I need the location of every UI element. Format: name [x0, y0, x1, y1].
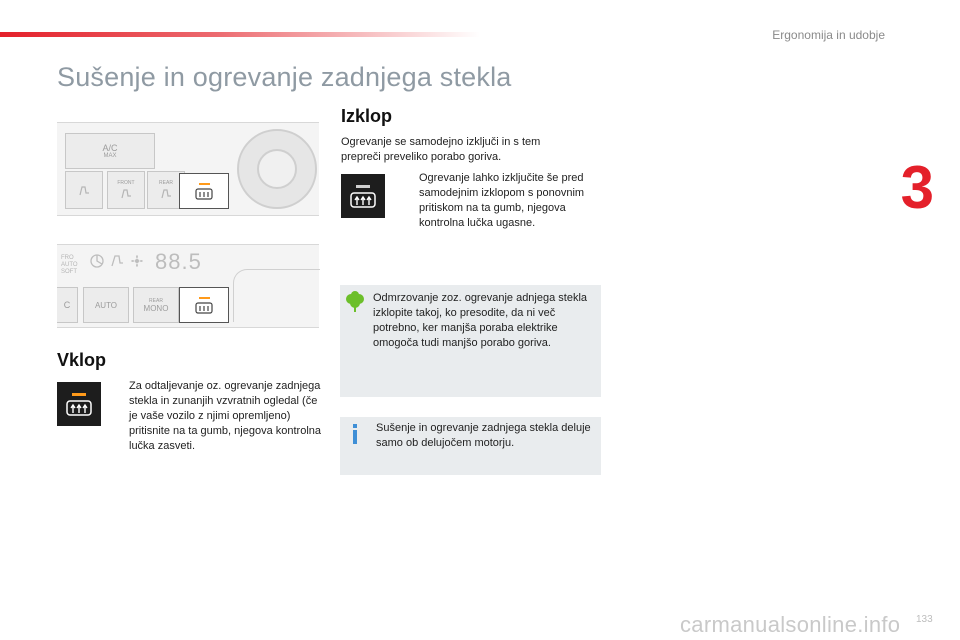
rear-defrost-icon	[195, 302, 213, 314]
rear-defrost-button-highlight-bottom	[179, 287, 229, 323]
eco-note-box	[340, 285, 601, 397]
fan-speed-icon	[129, 253, 145, 269]
c-button	[57, 287, 78, 323]
temperature-display: 88.5	[155, 249, 202, 274]
indicator-led-on	[72, 393, 86, 396]
page-title: Sušenje in ogrevanje zadnjega stekla	[57, 62, 512, 92]
rear-defrost-tile-on	[57, 382, 101, 426]
indicator-led	[199, 297, 210, 299]
page-number: 133	[916, 614, 933, 625]
info-note-box	[340, 417, 601, 475]
temperature-knob-center	[257, 149, 297, 189]
rear-label: REAR	[159, 180, 173, 186]
footer-watermark: carmanualsonline.info	[680, 612, 901, 637]
front-label: FRONT	[117, 180, 135, 186]
rear-defrost-button-highlight-top	[179, 173, 229, 209]
ac-label: A/C	[102, 143, 118, 153]
seat-button-left	[65, 171, 103, 209]
vklop-heading: Vklop	[57, 350, 107, 370]
indicator-led-off	[356, 185, 370, 188]
vklop-text: Za odtaljevanje oz. ogrevanje zadnjega stekla in zunanjih vzvratnih ogledal (če je vaše vozilo z njimi opremljeno) pritisnite na ta gumb, njegova kontrolna lučka zasveti.	[129, 380, 322, 452]
control-panel-illustration-top	[57, 122, 319, 216]
display-mode-label: FRO AUTO SOFT	[61, 255, 78, 275]
control-panel-illustration-bottom	[57, 244, 319, 328]
izklop-intro: Ogrevanje se samodejno izključi in s tem prepreči preveliko porabo goriva.	[341, 136, 541, 163]
header-accent-bar	[0, 32, 480, 37]
ac-button	[65, 133, 155, 169]
eco-leaf-icon	[345, 291, 365, 313]
fan-icon	[89, 253, 105, 269]
izklop-text: Ogrevanje lahko izključite še pred samodejnim izklopom s ponovnim pritiskom na ta gumb, njegova kontrolna lučka ugasne.	[419, 172, 585, 229]
front-heat-button	[107, 171, 145, 209]
indicator-led	[199, 183, 210, 185]
section-label: Ergonomija in udobje	[772, 28, 885, 42]
rear-defrost-icon	[66, 400, 92, 416]
mono-button	[133, 287, 179, 323]
rear-defrost-icon	[195, 188, 213, 200]
ac-sub-label: MAX	[103, 153, 117, 159]
airflow-icon	[109, 253, 125, 269]
c-label: C	[63, 300, 71, 310]
panel-contour	[233, 269, 320, 322]
mono-label: MONO	[143, 303, 169, 313]
auto-button	[83, 287, 129, 323]
rear-defrost-tile-off	[341, 174, 385, 218]
auto-label: AUTO	[94, 300, 118, 310]
mono-sub-label: REAR	[149, 297, 163, 304]
izklop-heading: Izklop	[341, 106, 393, 126]
rear-defrost-icon	[350, 192, 376, 208]
info-icon	[350, 424, 360, 444]
chapter-number: 3	[900, 154, 934, 221]
eco-note-text: Odmrzovanje zoz. ogrevanje adnjega stekla izklopite takoj, ko presodite, da ni več potrebno, ker manjša poraba elektrike omogoča tudi manjšo porabo goriva.	[373, 292, 588, 349]
info-note-text: Sušenje in ogrevanje zadnjega stekla deluje samo ob delujočem motorju.	[376, 422, 591, 449]
